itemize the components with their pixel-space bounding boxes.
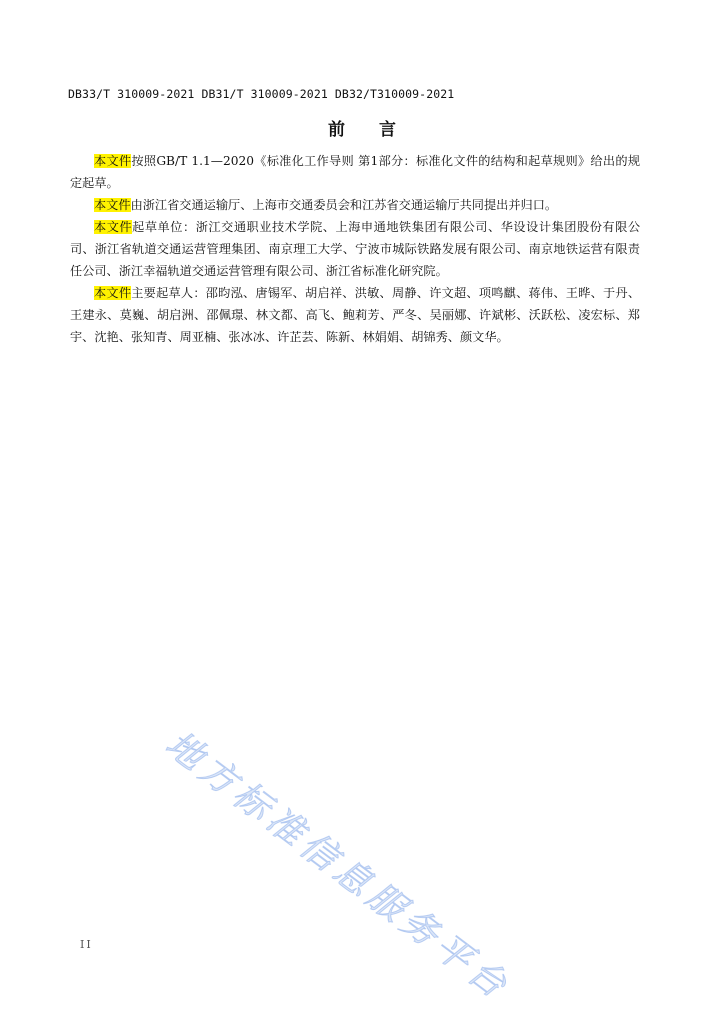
paragraph-text: 由浙江省交通运输厅、上海市交通委员会和江苏省交通运输厅共同提出并归口。 xyxy=(130,198,558,212)
page-number: II xyxy=(80,938,93,951)
watermark: 地方标准信息服务平台 xyxy=(157,723,518,1010)
standard-code-header: DB33/T 310009-2021 DB31/T 310009-2021 DB32/T310009-2021 xyxy=(68,87,455,101)
page-title: 前 言 xyxy=(328,120,410,140)
paragraph-text: 按照GB/T 1.1—2020《标准化工作导则 第1部分：标准化文件的结构和起草规则》给出的规定起草。 xyxy=(70,154,641,190)
paragraph-drafters xyxy=(70,282,640,348)
paragraph-drafting-rules xyxy=(70,150,640,194)
highlighted-term: 本文件 xyxy=(94,198,131,212)
highlighted-term: 本文件 xyxy=(94,154,132,168)
paragraph-proposer xyxy=(70,194,640,216)
preface-body xyxy=(70,150,640,348)
highlighted-term: 本文件 xyxy=(94,220,133,234)
highlighted-term: 本文件 xyxy=(94,286,132,300)
paragraph-text: 主要起草人：邵昀泓、唐锡军、胡启祥、洪敏、周静、许文超、项鸣麒、蒋伟、王晔、于丹、王建永、莫巍、胡启洲、邵佩璟、林文都、高飞、鲍莉芳、严冬、吴丽娜、许斌彬、沃跃松、凌宏标、郑宇、沈艳、张知青、周亚楠、张冰冰、许芷芸、陈新、林娟娟、胡锦秀、颜文华。 xyxy=(70,286,641,344)
paragraph-drafting-units xyxy=(70,216,640,282)
paragraph-text: 起草单位：浙江交通职业技术学院、上海申通地铁集团有限公司、华设设计集团股份有限公司、浙江省轨道交通运营管理集团、南京理工大学、宁波市城际铁路发展有限公司、南京地铁运营有限责任公司、浙江幸福轨道交通运营管理有限公司、浙江省标准化研究院。 xyxy=(70,220,641,278)
